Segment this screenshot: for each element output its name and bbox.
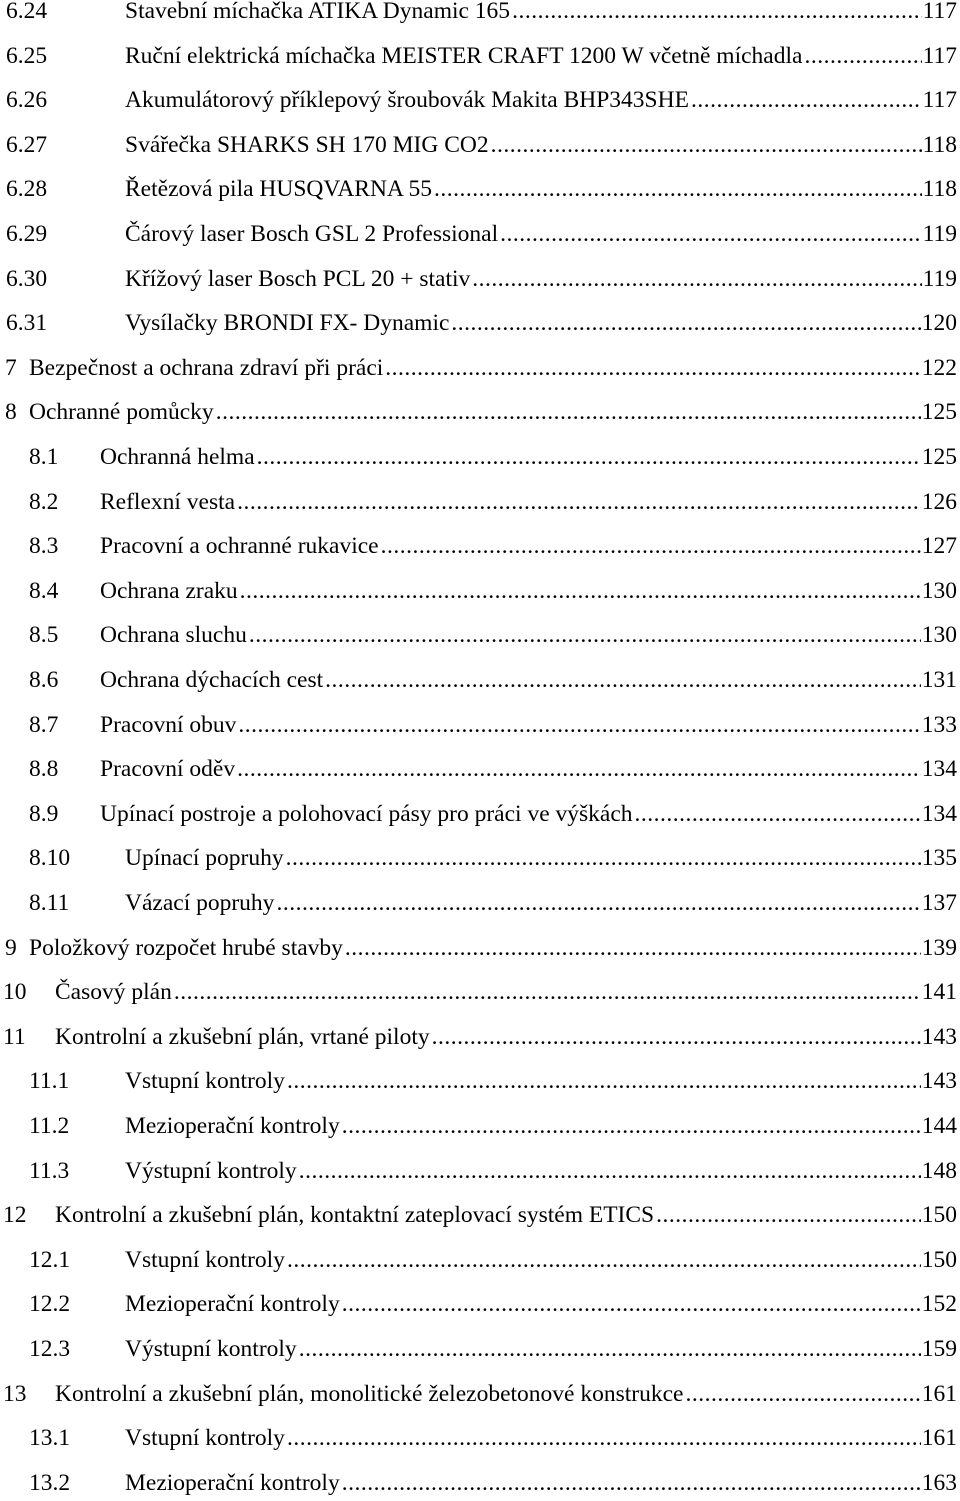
toc-entry-page: 120	[921, 310, 957, 337]
toc-entry-number: 6.27	[6, 131, 48, 158]
toc-entry-title: Upínací postroje a polohovací pásy pro práci ve výškách	[100, 800, 633, 827]
toc-entry-page: 135	[921, 845, 957, 872]
toc-entry-page: 134	[921, 800, 957, 827]
toc-entry[interactable]	[0, 219, 957, 249]
toc-entry-number: 6.24	[6, 0, 48, 24]
toc-entry-page: 127	[921, 533, 957, 560]
toc-entry[interactable]	[0, 85, 957, 115]
toc-dot-leader	[385, 353, 920, 383]
toc-entry[interactable]	[0, 1379, 957, 1409]
toc-entry-number: 8.5	[29, 622, 59, 649]
toc-dot-leader	[381, 531, 921, 561]
toc-entry-title: Akumulátorový příklepový šroubovák Makita BHP343SHE	[125, 87, 689, 114]
toc-entry-page: 141	[921, 979, 957, 1006]
toc-entry[interactable]	[0, 442, 957, 472]
toc-entry-number: 8	[5, 399, 17, 426]
toc-entry-page: 118	[922, 176, 957, 203]
toc-entry-title: Řetězová pila HUSQVARNA 55	[125, 176, 433, 203]
toc-entry-number: 8.4	[29, 577, 59, 604]
toc-dot-leader	[299, 1334, 921, 1364]
toc-entry-page: 117	[922, 0, 957, 24]
toc-dot-leader	[238, 710, 920, 740]
toc-entry-page: 126	[921, 488, 957, 515]
toc-entry-page: 163	[921, 1469, 957, 1496]
toc-entry-title: Položkový rozpočet hrubé stavby	[29, 934, 343, 961]
toc-dot-leader	[286, 843, 921, 873]
toc-entry-number: 11	[3, 1023, 26, 1050]
toc-entry-title: Pracovní a ochranné rukavice	[100, 533, 379, 560]
toc-entry[interactable]	[0, 1289, 957, 1319]
toc-dot-leader	[685, 1379, 920, 1409]
toc-entry-number: 6.25	[6, 42, 48, 69]
toc-entry[interactable]	[0, 576, 957, 606]
toc-entry-page: 125	[921, 399, 957, 426]
toc-entry-number: 8.9	[29, 800, 59, 827]
toc-entry-page: 150	[921, 1246, 957, 1273]
toc-entry-title: Pracovní obuv	[100, 711, 237, 738]
toc-entry-page: 144	[921, 1113, 957, 1139]
toc-entry-title: Výstupní kontroly	[125, 1336, 297, 1362]
toc-entry-page: 131	[921, 667, 957, 693]
toc-entry-title: Čárový laser Bosch GSL 2 Professional	[125, 221, 499, 247]
toc-entry-page: 133	[921, 711, 957, 738]
toc-entry-page: 139	[921, 934, 957, 961]
toc-entry-page: 143	[921, 1068, 957, 1095]
toc-entry-number: 8.10	[29, 845, 71, 872]
toc-dot-leader	[691, 85, 922, 115]
toc-entry[interactable]	[0, 41, 957, 71]
toc-dot-leader	[500, 219, 921, 249]
toc-entry-number: 12	[3, 1202, 27, 1229]
toc-entry-title: Ruční elektrická míchačka MEISTER CRAFT 1200 W včetně míchadla	[125, 42, 803, 69]
toc-entry-title: Vysílačky BRONDI FX- Dynamic	[125, 310, 450, 337]
toc-entry-page: 161	[921, 1425, 957, 1452]
toc-entry-title: Ochrana dýchacích cest	[100, 667, 324, 693]
toc-entry-page: 137	[921, 890, 957, 916]
toc-entry-number: 12.3	[29, 1336, 71, 1362]
toc-dot-leader	[512, 0, 922, 26]
toc-entry-number: 9	[5, 934, 17, 961]
toc-entry-page: 152	[921, 1291, 957, 1318]
toc-entry-title: Bezpečnost a ochrana zdraví při práci	[29, 354, 384, 381]
toc-entry-page: 150	[921, 1202, 957, 1229]
toc-entry-number: 8.7	[29, 711, 59, 738]
toc-entry-title: Ochranná helma	[100, 444, 255, 470]
toc-entry[interactable]	[0, 174, 957, 204]
toc-dot-leader	[491, 130, 922, 160]
toc-entry-number: 12.2	[29, 1291, 71, 1318]
toc-entry-number: 11.2	[29, 1113, 70, 1139]
toc-entry-number: 11.3	[29, 1157, 70, 1184]
toc-dot-leader	[325, 665, 921, 695]
toc-dot-leader	[257, 442, 921, 472]
toc-entry-title: Ochrana zraku	[100, 577, 238, 604]
toc-dot-leader	[287, 1245, 921, 1275]
toc-entry-page: 134	[921, 756, 957, 783]
toc-entry[interactable]	[0, 665, 957, 695]
toc-entry-title: Vstupní kontroly	[125, 1425, 285, 1452]
toc-entry-number: 6.31	[6, 310, 48, 337]
toc-dot-leader	[299, 1156, 921, 1186]
toc-entry-number: 6.28	[6, 176, 48, 203]
toc-dot-leader	[451, 308, 920, 338]
toc-dot-leader	[216, 397, 921, 427]
toc-dot-leader	[240, 576, 921, 606]
toc-entry[interactable]	[0, 1468, 957, 1498]
toc-entry-title: Mezioperační kontroly	[125, 1113, 340, 1139]
toc-entry-number: 6.30	[6, 265, 48, 292]
toc-entry-number: 8.1	[29, 444, 59, 470]
toc-entry[interactable]	[0, 0, 957, 26]
toc-entry[interactable]	[0, 353, 957, 383]
toc-entry-number: 8.2	[29, 488, 59, 515]
toc-entry[interactable]	[0, 843, 957, 873]
toc-dot-leader	[432, 1022, 921, 1052]
toc-entry-number: 8.6	[29, 667, 59, 693]
toc-entry[interactable]	[0, 1111, 957, 1141]
toc-entry-number: 12.1	[29, 1246, 71, 1273]
toc-entry-page: 122	[921, 354, 957, 381]
toc-entry-title: Stavební míchačka ATIKA Dynamic 165	[125, 0, 511, 24]
toc-entry[interactable]	[0, 933, 957, 963]
toc-entry-title: Mezioperační kontroly	[125, 1291, 340, 1318]
toc-dot-leader	[276, 888, 920, 918]
toc-entry-title: Kontrolní a zkušební plán, vrtané piloty	[55, 1023, 430, 1050]
toc-dot-leader	[237, 754, 921, 784]
toc-dot-leader	[656, 1200, 921, 1230]
toc-entry-number: 8.8	[29, 756, 59, 783]
toc-entry-title: Křížový laser Bosch PCL 20 + stativ	[125, 265, 471, 292]
toc-entry[interactable]	[0, 1200, 957, 1230]
toc-entry-page: 148	[921, 1157, 957, 1184]
toc-entry-page: 117	[922, 87, 957, 114]
toc-dot-leader	[342, 1468, 921, 1498]
toc-entry-page: 130	[921, 622, 957, 649]
toc-dot-leader	[804, 41, 921, 71]
toc-entry-title: Vstupní kontroly	[125, 1068, 285, 1095]
toc-entry-number: 7	[5, 354, 17, 381]
toc-dot-leader	[342, 1111, 921, 1141]
toc-entry-page: 161	[921, 1380, 957, 1407]
toc-entry[interactable]	[0, 1156, 957, 1186]
toc-entry[interactable]	[0, 130, 957, 160]
toc-entry-page: 159	[921, 1336, 957, 1362]
toc-entry-number: 10	[3, 979, 27, 1006]
toc-entry[interactable]	[0, 1245, 957, 1275]
toc-entry-number: 13.2	[29, 1469, 71, 1496]
toc-entry[interactable]	[0, 710, 957, 740]
toc-entry[interactable]	[0, 264, 957, 294]
toc-entry-page: 143	[921, 1023, 957, 1050]
toc-entry-page: 130	[921, 577, 957, 604]
toc-dot-leader	[174, 977, 921, 1007]
toc-entry-title: Výstupní kontroly	[125, 1157, 297, 1184]
toc-entry[interactable]	[0, 1334, 957, 1364]
toc-entry-title: Mezioperační kontroly	[125, 1469, 340, 1496]
toc-entry-title: Kontrolní a zkušební plán, monolitické železobetonové konstrukce	[55, 1380, 684, 1407]
toc-entry[interactable]	[0, 754, 957, 784]
toc-dot-leader	[342, 1289, 921, 1319]
toc-entry-title: Svářečka SHARKS SH 170 MIG CO2	[125, 131, 489, 158]
toc-dot-leader	[434, 174, 922, 204]
toc-dot-leader	[287, 1066, 921, 1096]
toc-entry[interactable]	[0, 977, 957, 1007]
toc-dot-leader	[345, 933, 921, 963]
toc-entry-number: 13	[3, 1380, 27, 1407]
toc-entry[interactable]	[0, 397, 957, 427]
toc-dot-leader	[472, 264, 921, 294]
toc-entry-number: 6.29	[6, 221, 48, 247]
toc-dot-leader	[635, 799, 921, 829]
toc-entry-page: 125	[921, 444, 957, 470]
toc-entry-number: 11.1	[29, 1068, 70, 1095]
toc-entry-title: Reflexní vesta	[100, 488, 236, 515]
toc-entry[interactable]	[0, 620, 957, 650]
toc-entry-number: 8.11	[29, 890, 70, 916]
toc-entry-title: Ochranné pomůcky	[29, 399, 214, 426]
toc-entry-page: 118	[922, 131, 957, 158]
toc-entry-title: Upínací popruhy	[125, 845, 284, 872]
toc-entry-title: Pracovní oděv	[100, 756, 236, 783]
toc-entry[interactable]	[0, 531, 957, 561]
toc-entry[interactable]	[0, 1066, 957, 1096]
toc-entry-title: Ochrana sluchu	[100, 622, 247, 649]
toc-entry[interactable]	[0, 487, 957, 517]
toc-entry-page: 119	[922, 221, 957, 247]
toc-entry[interactable]	[0, 799, 957, 829]
toc-entry-page: 119	[922, 265, 957, 292]
toc-dot-leader	[237, 487, 921, 517]
toc-entry-number: 6.26	[6, 87, 48, 114]
toc-entry[interactable]	[0, 1423, 957, 1453]
toc-entry[interactable]	[0, 308, 957, 338]
toc-entry-title: Časový plán	[55, 979, 172, 1006]
toc-entry-title: Kontrolní a zkušební plán, kontaktní zateplovací systém ETICS	[55, 1202, 655, 1229]
toc-entry[interactable]	[0, 1022, 957, 1052]
toc-dot-leader	[249, 620, 921, 650]
toc-entry-page: 117	[922, 42, 957, 69]
toc-dot-leader	[287, 1423, 921, 1453]
toc-entry-title: Vázací popruhy	[125, 890, 275, 916]
toc-entry-number: 8.3	[29, 533, 59, 560]
toc-entry-number: 13.1	[29, 1425, 71, 1452]
toc-entry[interactable]	[0, 888, 957, 918]
toc-entry-title: Vstupní kontroly	[125, 1246, 285, 1273]
